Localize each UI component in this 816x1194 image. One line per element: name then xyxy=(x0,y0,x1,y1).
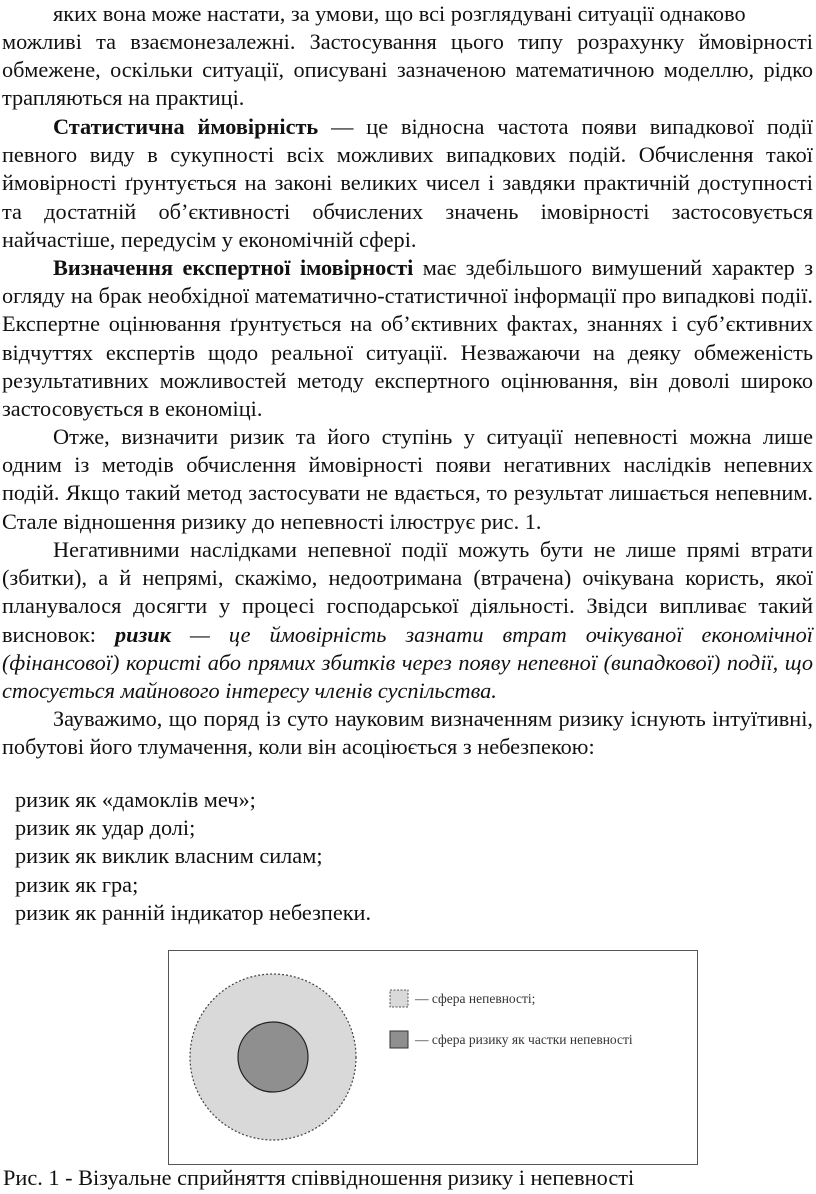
term-statistical-probability: Статистична ймовірність xyxy=(53,114,319,139)
paragraph-intuitive-interpretations xyxy=(2,705,813,761)
list-item: ризик як удар долі; xyxy=(15,815,196,841)
paragraph-risk-degree xyxy=(2,423,813,536)
paragraph-expert-probability xyxy=(2,254,813,423)
list-item: ризик як ранній індикатор небезпеки. xyxy=(15,899,372,925)
legend-swatch-risk xyxy=(390,1031,408,1048)
risk-sphere xyxy=(238,1022,308,1092)
risk-consequences-text: Негативними наслідками непевної події можуть бути не лише прямі втрати (збитки), а й непрямі, скажімо, недоотримана (втрачена) очікувана користь, якої планувалося досягти у процесі господарської діяльності. Звідси випливає такий висновок: xyxy=(2,537,813,647)
legend-label-risk: — сфера ризику як частки непевності xyxy=(415,1032,633,1047)
risk-uncertainty-diagram xyxy=(169,951,699,1166)
figure-caption: Рис. 1 - Візуальне сприйняття співвідношення ризику і непевності xyxy=(3,1165,635,1190)
list-item: ризик як гра; xyxy=(15,871,139,897)
list-item: ризик як виклик власним силам; xyxy=(15,843,323,869)
paragraph-statistical-probability xyxy=(2,113,813,254)
risk-degree-text: Отже, визначити ризик та його ступінь у ситуації непевності можна лише одним із методів обчислення ймовірності появи негативних наслідків непевних подій. Якщо такий метод застосувати не вдається, то результат лишається непевним. Стале відношення ризику до непевності ілюструє рис. 1. xyxy=(2,424,813,534)
legend-label-uncertainty: — сфера непевності; xyxy=(415,991,536,1006)
expert-probability-text: має здебільшого вимушений характер з огляду на брак необхідної математично-статистичної інформації про випадкові події. Експертне оцінювання ґрунтується на об’єктивних фактах, знаннях і суб’єктивних відчуттях експертів щодо реальної ситуації. Незважаючи на деяку обмеженість результативних можливостей методу експертного оцінювання, він доволі широко застосовується в економіці. xyxy=(2,255,814,422)
paragraph-continuation-first-line: яких вона може настати, за умови, що всі розглядувані ситуації однаково xyxy=(53,1,746,26)
figure-risk-uncertainty xyxy=(168,950,698,1165)
risk-interpretations-list xyxy=(15,786,371,927)
statistical-probability-text: — це відносна частота появи випадкової події певного виду в сукупності всіх можливих випадкових подій. Обчислення такої ймовірності ґрунтується на законі великих чисел і завдяки практичній доступності та достатній об’єктивності обчислених значень імовірності застосовується найчастіше, передусім у економічній сфері. xyxy=(2,114,813,252)
list-item: ризик як «дамоклів меч»; xyxy=(15,787,256,812)
paragraph-continuation xyxy=(2,28,813,113)
intuitive-interpretations-text: Зауважимо, що поряд із суто науковим визначенням ризику існують інтуїтивні, побутові його тлумачення, коли він асоціюється з небезпекою: xyxy=(2,706,813,760)
term-expert-probability: Визначення експертної імовірності xyxy=(53,255,414,280)
term-risk: ризик xyxy=(115,621,171,647)
paragraph-risk-definition xyxy=(2,536,813,705)
legend-swatch-uncertainty xyxy=(390,990,408,1007)
paragraph-continuation-rest: можливі та взаємонезалежні. Застосування цього типу розрахунку ймовірності обмежене, оскільки ситуації, описувані зазначеною математичною моделлю, рідко трапляються на практиці. xyxy=(2,29,813,111)
risk-definition-text: — це ймовірність зазнати втрат очікуваної економічної (фінансової) користі або прямих збитків через появу непевної (випадкової) події, що стосується майнового інтересу членів суспільства. xyxy=(2,621,813,704)
